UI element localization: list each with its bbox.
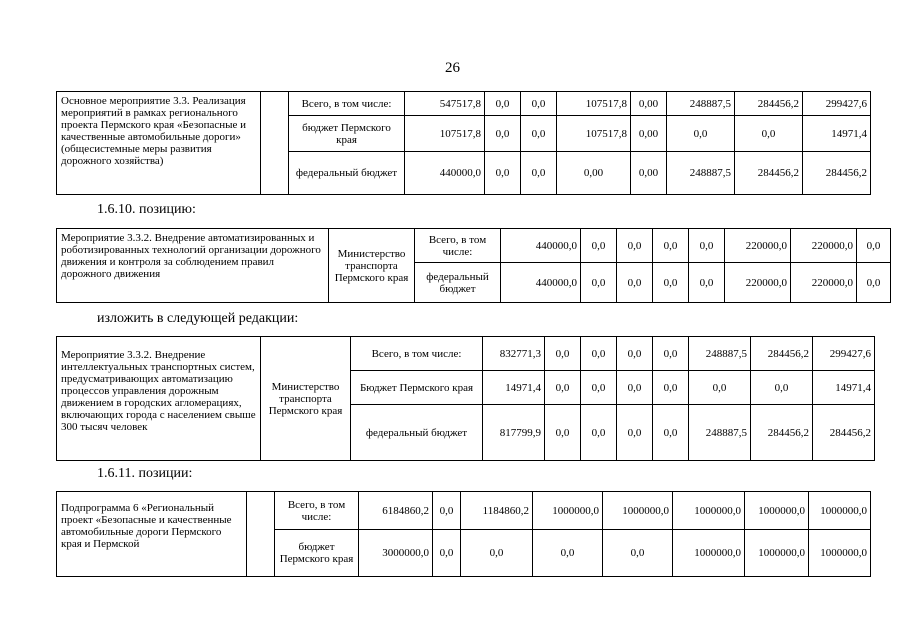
value-cell: 1000000,0: [673, 492, 745, 530]
funding-source: Всего, в том числе:: [415, 229, 501, 263]
funding-source: федеральный бюджет: [289, 152, 405, 195]
value-cell: 0,0: [485, 92, 521, 116]
value-cell: 284456,2: [735, 152, 803, 195]
value-cell: 0,0: [735, 116, 803, 152]
value-cell: 220000,0: [791, 263, 857, 303]
executor-cell: Министерство транспорта Пермского края: [329, 229, 415, 303]
value-cell: 14971,4: [483, 371, 545, 405]
value-cell: 0,00: [631, 92, 667, 116]
value-cell: 248887,5: [689, 337, 751, 371]
funding-source: федеральный бюджет: [415, 263, 501, 303]
value-cell: 0,0: [653, 371, 689, 405]
value-cell: 1184860,2: [461, 492, 533, 530]
funding-source: бюджет Пермского края: [275, 530, 359, 577]
value-cell: 107517,8: [557, 116, 631, 152]
value-cell: 1000000,0: [673, 530, 745, 577]
value-cell: 0,0: [689, 229, 725, 263]
value-cell: 0,0: [617, 405, 653, 461]
value-cell: 0,0: [485, 152, 521, 195]
table-measure-3-3-2-old: [56, 228, 891, 303]
executor-cell: [261, 92, 289, 195]
value-cell: 0,0: [653, 263, 689, 303]
value-cell: 248887,5: [667, 152, 735, 195]
value-cell: 248887,5: [689, 405, 751, 461]
funding-source: Всего, в том числе:: [275, 492, 359, 530]
value-cell: 14971,4: [803, 116, 871, 152]
value-cell: 0,0: [581, 371, 617, 405]
value-cell: 14971,4: [813, 371, 875, 405]
value-cell: 1000000,0: [745, 530, 809, 577]
value-cell: 0,0: [617, 371, 653, 405]
value-cell: 1000000,0: [809, 530, 871, 577]
caption-1-6-11: 1.6.11. позиции:: [97, 466, 193, 481]
value-cell: 1000000,0: [533, 492, 603, 530]
value-cell: 284456,2: [735, 92, 803, 116]
value-cell: 0,0: [521, 116, 557, 152]
value-cell: 832771,3: [483, 337, 545, 371]
value-cell: 0,0: [521, 152, 557, 195]
value-cell: 3000000,0: [359, 530, 433, 577]
value-cell: 0,0: [857, 229, 891, 263]
value-cell: 0,0: [617, 337, 653, 371]
value-cell: 440000,0: [501, 229, 581, 263]
value-cell: 0,0: [433, 492, 461, 530]
value-cell: 0,0: [461, 530, 533, 577]
value-cell: 284456,2: [751, 405, 813, 461]
value-cell: 0,0: [653, 229, 689, 263]
value-cell: 299427,6: [803, 92, 871, 116]
value-cell: 0,00: [631, 116, 667, 152]
table-row: [57, 337, 875, 371]
value-cell: 1000000,0: [809, 492, 871, 530]
page-number: 26: [445, 60, 460, 76]
funding-source: Всего, в том числе:: [289, 92, 405, 116]
value-cell: 284456,2: [751, 337, 813, 371]
table-main-measure-3-3: [56, 91, 871, 195]
value-cell: 0,00: [631, 152, 667, 195]
caption-new-edition: изложить в следующей редакции:: [97, 311, 299, 326]
value-cell: 817799,9: [483, 405, 545, 461]
table-measure-3-3-2-new: [56, 336, 875, 461]
value-cell: 0,0: [667, 116, 735, 152]
funding-source: федеральный бюджет: [351, 405, 483, 461]
table-row: [57, 92, 871, 116]
value-cell: 0,0: [581, 337, 617, 371]
executor-cell: Министерство транспорта Пермского края: [261, 337, 351, 461]
value-cell: 107517,8: [557, 92, 631, 116]
value-cell: 0,0: [521, 92, 557, 116]
value-cell: 0,0: [751, 371, 813, 405]
value-cell: 0,0: [581, 229, 617, 263]
value-cell: 107517,8: [405, 116, 485, 152]
table-subprogram-6: [56, 491, 871, 577]
value-cell: 284456,2: [803, 152, 871, 195]
value-cell: 220000,0: [791, 229, 857, 263]
caption-1-6-10: 1.6.10. позицию:: [97, 202, 196, 217]
funding-source: Бюджет Пермского края: [351, 371, 483, 405]
value-cell: 220000,0: [725, 229, 791, 263]
value-cell: 6184860,2: [359, 492, 433, 530]
value-cell: 0,0: [581, 263, 617, 303]
value-cell: 440000,0: [405, 152, 485, 195]
value-cell: 0,0: [603, 530, 673, 577]
value-cell: 0,0: [689, 263, 725, 303]
measure-name: Основное мероприятие 3.3. Реализация мероприятий в рамках регионального проекта Пермского края «Безопасные и качественные автомобильные дороги» (общесистемные меры развития дорожного хозяйства): [57, 92, 261, 195]
value-cell: 440000,0: [501, 263, 581, 303]
funding-source: Всего, в том числе:: [351, 337, 483, 371]
value-cell: 284456,2: [813, 405, 875, 461]
subprogram-name: Подпрограмма 6 «Региональный проект «Безопасные и качественные автомобильные дороги Пермского края и Пермской: [57, 492, 247, 577]
value-cell: 0,0: [617, 229, 653, 263]
value-cell: 248887,5: [667, 92, 735, 116]
value-cell: 0,0: [533, 530, 603, 577]
value-cell: 0,0: [653, 337, 689, 371]
funding-source: бюджет Пермского края: [289, 116, 405, 152]
value-cell: 1000000,0: [603, 492, 673, 530]
value-cell: 0,0: [545, 405, 581, 461]
table-row: [57, 229, 891, 263]
value-cell: 299427,6: [813, 337, 875, 371]
measure-name: Мероприятие 3.3.2. Внедрение автоматизированных и роботизированных технологий организации дорожного движения и контроля за соблюдением правил дорожного движения: [57, 229, 329, 303]
value-cell: 220000,0: [725, 263, 791, 303]
value-cell: 547517,8: [405, 92, 485, 116]
value-cell: 0,0: [433, 530, 461, 577]
table-row: [57, 492, 871, 530]
value-cell: 0,0: [653, 405, 689, 461]
value-cell: 0,0: [485, 116, 521, 152]
value-cell: 0,0: [857, 263, 891, 303]
value-cell: 0,0: [545, 371, 581, 405]
executor-cell: [247, 492, 275, 577]
value-cell: 0,00: [557, 152, 631, 195]
value-cell: 1000000,0: [745, 492, 809, 530]
value-cell: 0,0: [689, 371, 751, 405]
measure-name: Мероприятие 3.3.2. Внедрение интеллектуальных транспортных систем, предусматривающих автоматизацию процессов управления дорожным движением в городских агломерациях, включающих города с населением свыше 300 тысяч человек: [57, 337, 261, 461]
value-cell: 0,0: [581, 405, 617, 461]
value-cell: 0,0: [617, 263, 653, 303]
value-cell: 0,0: [545, 337, 581, 371]
